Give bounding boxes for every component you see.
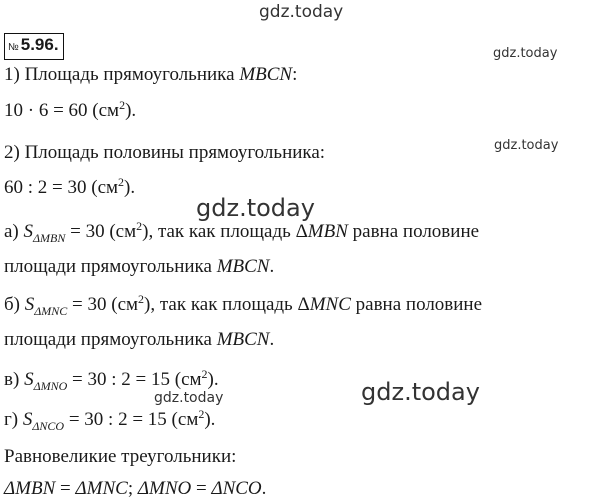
exponent: 2 — [198, 407, 205, 421]
part-b-line-2 — [4, 329, 274, 351]
rectangle-name: MBCN — [216, 329, 270, 350]
area-symbol: S — [24, 294, 35, 315]
exponent: 2 — [138, 292, 145, 306]
conclusion-heading — [4, 446, 236, 468]
area-subscript: ΔMNC — [34, 304, 68, 318]
reason-text: ), так как площадь Δ — [144, 294, 310, 315]
step-2-text: 2) Площадь половины прямоугольника: — [4, 142, 326, 163]
reason-text: ), так как площадь Δ — [142, 221, 308, 242]
watermark-right-2: gdz.today — [494, 138, 559, 153]
exponent: 2 — [136, 219, 143, 233]
triangle-mnc: ΔMNC — [75, 478, 128, 499]
part-a-label: а) — [4, 221, 24, 242]
period: . — [269, 329, 275, 350]
calc-end: ). — [204, 409, 216, 430]
area-symbol: S — [24, 369, 34, 390]
conclusion-text: Равновеликие треугольники: — [4, 446, 237, 467]
watermark-right-1: gdz.today — [493, 46, 558, 61]
part-b-label: б) — [4, 294, 25, 315]
step-1-calculation — [4, 100, 136, 122]
triangle-name: MNC — [309, 294, 351, 315]
part-c-label: в) — [4, 369, 25, 390]
triangle-mbn: ΔMBN — [4, 478, 56, 499]
reason-tail: равна половине — [350, 294, 483, 315]
area-symbol: S — [23, 221, 34, 242]
calc-expression: 60 : 2 = 30 (см — [4, 177, 119, 198]
step-1-heading — [4, 64, 297, 86]
conclusion-equalities — [4, 478, 266, 500]
area-value: = 30 (см — [67, 294, 139, 315]
exponent: 2 — [118, 175, 125, 189]
period: . — [269, 256, 275, 277]
part-a-line-2 — [4, 256, 274, 278]
colon: : — [292, 64, 298, 85]
reason-continued: площади прямоугольника — [4, 329, 217, 350]
watermark-lower-right: gdz.today — [361, 378, 480, 406]
part-a-line-1 — [4, 221, 479, 244]
equals-sign: = — [55, 478, 76, 499]
area-subscript: ΔNCO — [32, 419, 65, 433]
equals-sign: = — [191, 478, 212, 499]
area-value: = 30 (см — [65, 221, 137, 242]
triangle-nco: ΔNCO — [211, 478, 262, 499]
calc-end: ). — [125, 100, 137, 121]
problem-number-badge — [4, 33, 64, 60]
problem-number: 5.96. — [20, 35, 59, 54]
step-2-calculation — [4, 177, 135, 199]
area-value: = 30 : 2 = 15 (см — [64, 409, 199, 430]
period: . — [261, 478, 267, 499]
area-subscript: ΔMBN — [33, 231, 66, 245]
reason-continued: площади прямоугольника — [4, 256, 217, 277]
part-b-line-1 — [4, 294, 482, 317]
step-1-text: 1) Площадь прямоугольника — [4, 64, 240, 85]
exponent: 2 — [201, 367, 208, 381]
part-d-label: г) — [4, 409, 23, 430]
area-value: = 30 : 2 = 15 (см — [67, 369, 202, 390]
step-2-heading — [4, 142, 325, 164]
calc-end: ). — [124, 177, 136, 198]
part-c-line — [4, 369, 219, 392]
calc-end: ). — [207, 369, 219, 390]
triangle-mno: ΔMNO — [137, 478, 192, 499]
number-sign: № — [8, 42, 19, 53]
reason-tail: равна половине — [347, 221, 480, 242]
triangle-name: MBN — [307, 221, 348, 242]
rectangle-name: MBCN — [239, 64, 293, 85]
area-symbol: S — [22, 409, 33, 430]
area-subscript: ΔMNO — [33, 379, 68, 393]
watermark-lower-small: gdz.today — [154, 390, 224, 406]
watermark-middle: gdz.today — [196, 194, 315, 222]
watermark-top: gdz.today — [259, 2, 344, 22]
rectangle-name: MBCN — [216, 256, 270, 277]
exponent: 2 — [119, 98, 126, 112]
calc-expression: 10 · 6 = 60 (см — [4, 100, 120, 121]
separator: ; — [127, 478, 138, 499]
part-d-line — [4, 409, 215, 432]
